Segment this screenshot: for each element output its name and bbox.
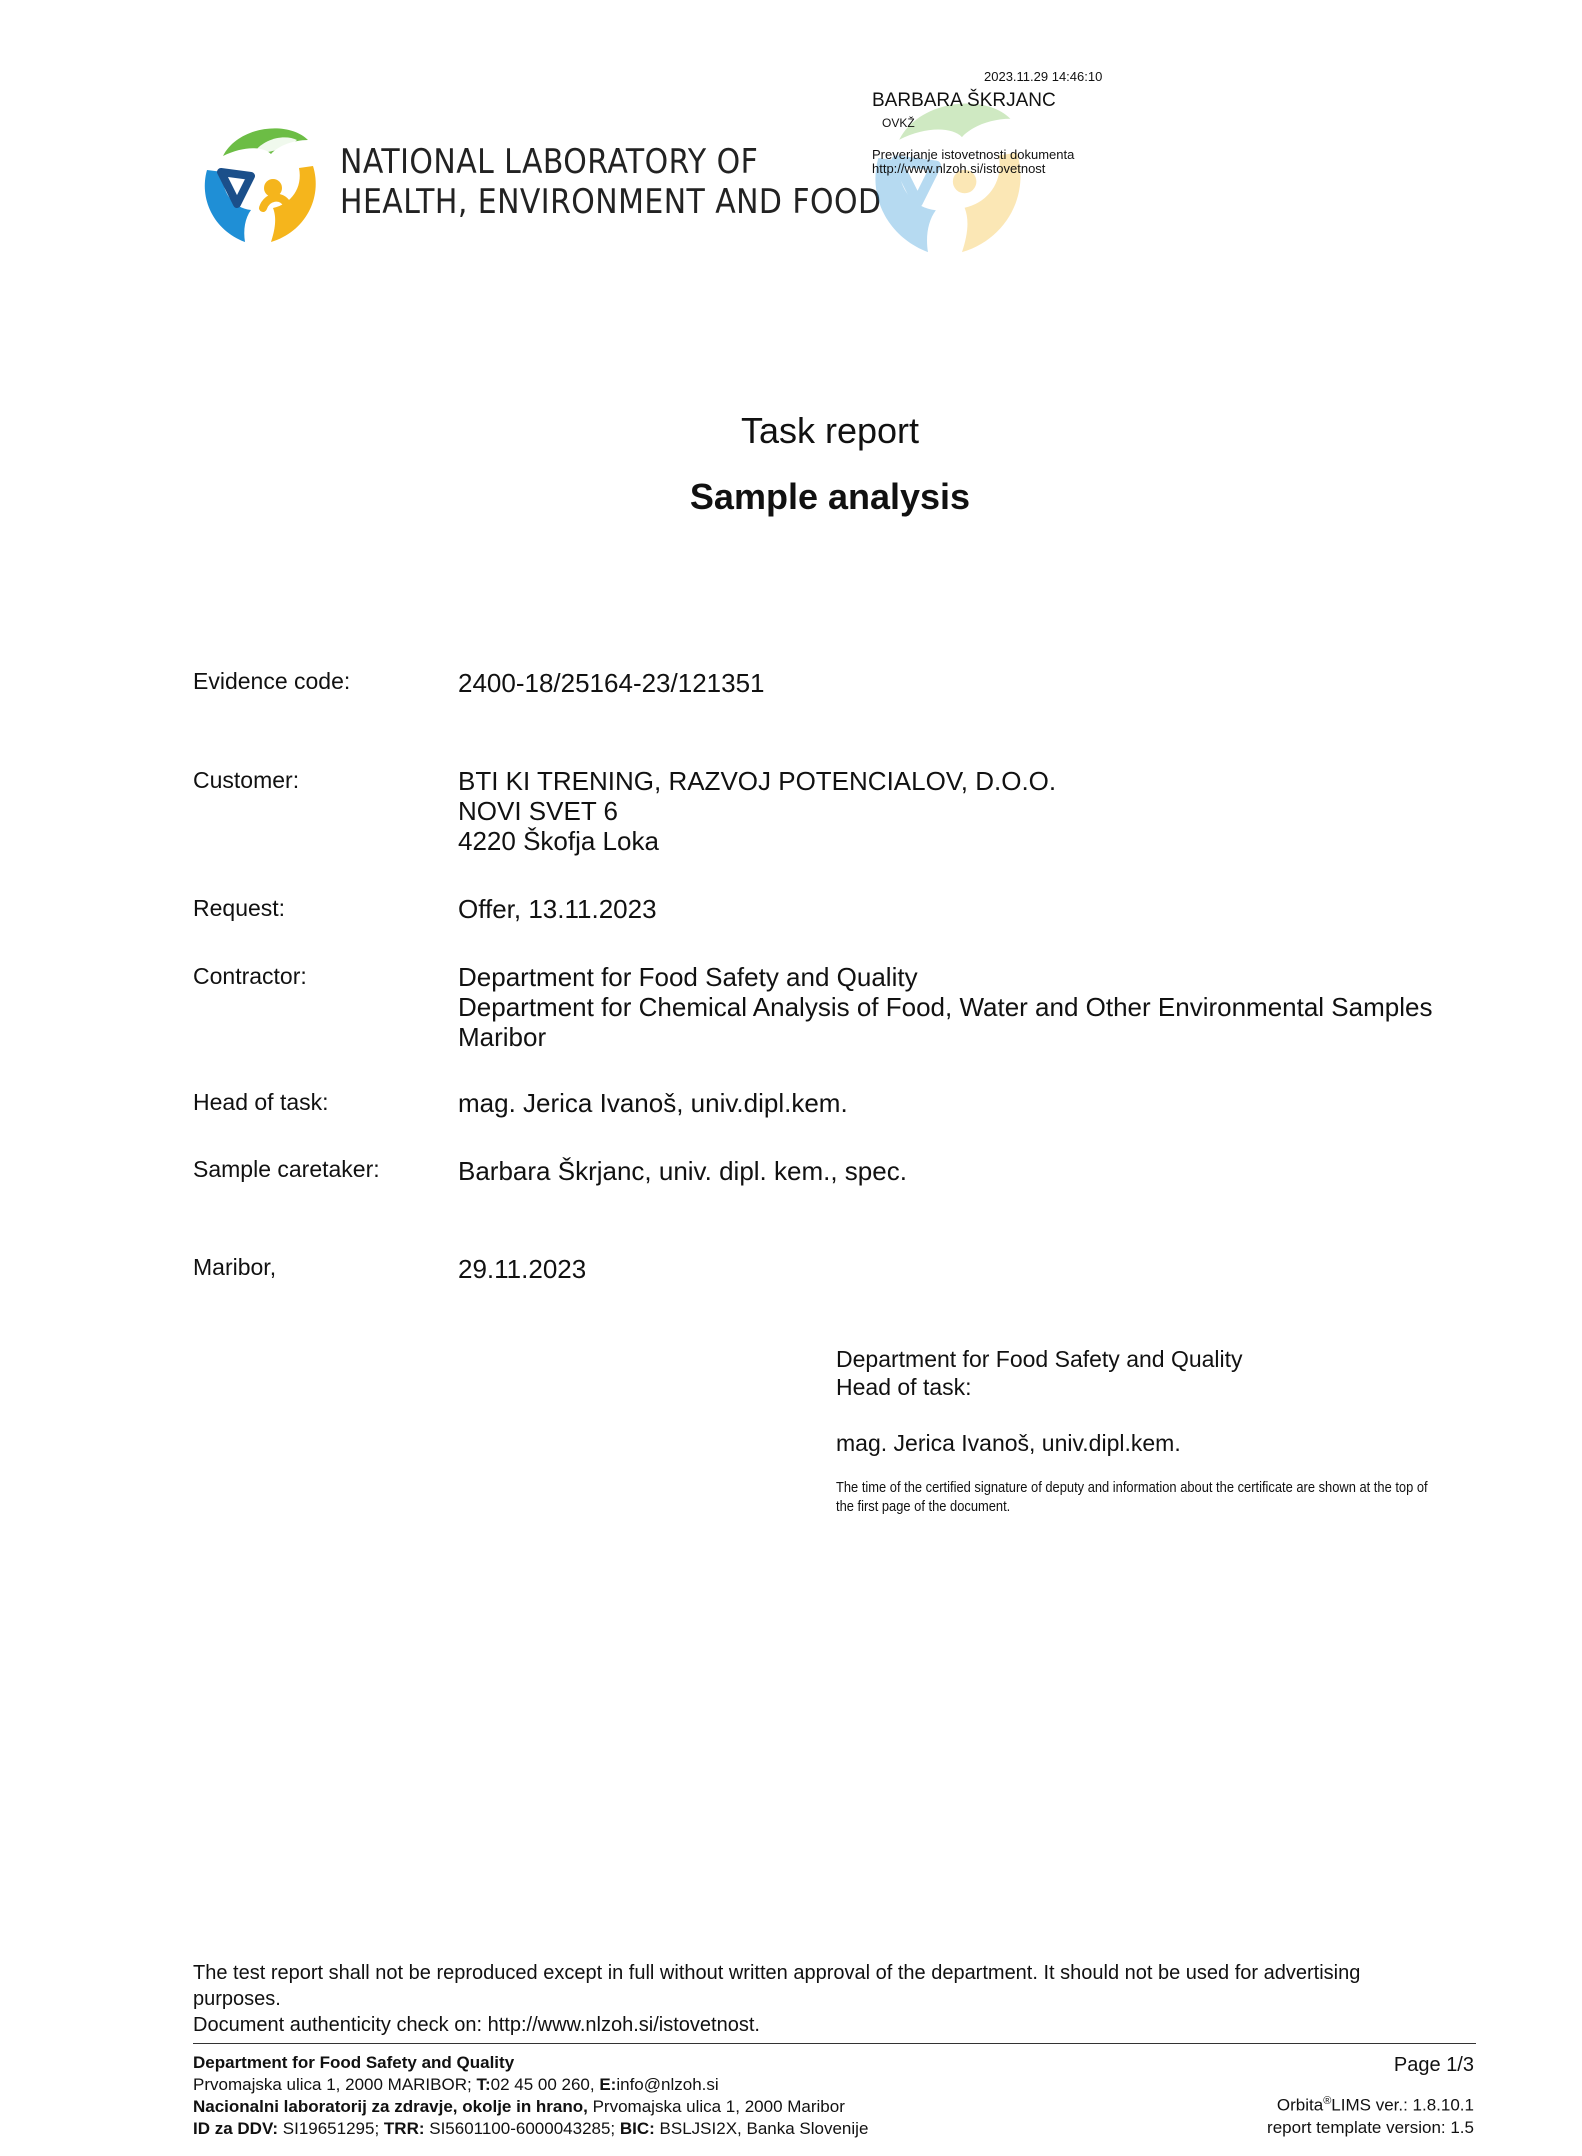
lims-version: LIMS ver.: 1.8.10.1 bbox=[1331, 2095, 1474, 2115]
sample-caretaker-label: Sample caretaker: bbox=[193, 1156, 380, 1182]
customer-street: NOVI SVET 6 bbox=[458, 796, 618, 826]
footer-address: Prvomajska ulica 1, 2000 MARIBOR; bbox=[193, 2075, 477, 2094]
signature-role: Head of task: bbox=[836, 1374, 972, 1400]
signer-name: BARBARA ŠKRJANC bbox=[872, 90, 1056, 111]
signature-department: Department for Food Safety and Quality bbox=[836, 1346, 1243, 1372]
signature-note: The time of the certified signature of deputy and information about the certificate are shown at the top of the first page of the document. bbox=[836, 1479, 1428, 1515]
customer-value bbox=[458, 766, 1056, 856]
contractor-subdepartment: Department for Chemical Analysis of Food, Water and Other Environmental Samples bbox=[458, 992, 1433, 1022]
footer-disclaimer bbox=[193, 1960, 1493, 2038]
vat-label: ID za DDV: bbox=[193, 2119, 279, 2138]
customer-label: Customer: bbox=[193, 767, 300, 793]
signature-timestamp: 2023.11.29 14:46:10 bbox=[984, 69, 1103, 84]
tel-label: T: bbox=[476, 2075, 491, 2094]
place-label: Maribor, bbox=[193, 1254, 277, 1280]
footer-divider bbox=[193, 2043, 1476, 2044]
evidence-code-label: Evidence code: bbox=[193, 668, 351, 694]
customer-name: BTI KI TRENING, RAZVOJ POTENCIALOV, D.O.O. bbox=[458, 766, 1057, 796]
footer-department: Department for Food Safety and Quality bbox=[193, 2053, 515, 2072]
bic-label: BIC: bbox=[619, 2119, 655, 2138]
email-label: E: bbox=[599, 2075, 617, 2094]
evidence-code-value: 2400-18/25164-23/121351 bbox=[458, 668, 765, 698]
vat-value: SI19651295; bbox=[278, 2119, 384, 2138]
footer-contact bbox=[193, 2052, 868, 2140]
authenticity-check-text: Preverjanje istovetnosti dokumenta bbox=[872, 147, 1075, 162]
org-name-line-1: NATIONAL LABORATORY OF bbox=[340, 142, 759, 182]
contractor-location: Maribor bbox=[458, 1022, 547, 1052]
tel-value: 02 45 00 260, bbox=[490, 2075, 600, 2094]
report-date: 29.11.2023 bbox=[458, 1254, 587, 1284]
institute-address: Prvomajska ulica 1, 2000 Maribor bbox=[587, 2097, 845, 2116]
nlzoh-logo-icon bbox=[193, 118, 323, 248]
page-number: Page 1/3 bbox=[1393, 2054, 1474, 2076]
disclaimer-line-2: purposes. bbox=[193, 1988, 281, 2010]
report-subtitle: Sample analysis bbox=[689, 476, 971, 517]
contractor-label: Contractor: bbox=[193, 963, 307, 989]
trr-value: SI5601100-6000043285; bbox=[424, 2119, 620, 2138]
organization-name bbox=[340, 142, 881, 222]
authenticity-check-url[interactable]: http://www.nlzoh.si/istovetnost bbox=[872, 161, 1046, 176]
signature-name: mag. Jerica Ivanoš, univ.dipl.kem. bbox=[836, 1430, 1181, 1456]
request-label: Request: bbox=[193, 895, 286, 921]
signer-unit: OVKŽ bbox=[882, 116, 915, 130]
lims-version-block bbox=[1267, 2090, 1474, 2139]
template-version: report template version: 1.5 bbox=[1267, 2117, 1474, 2137]
authenticity-link[interactable]: Document authenticity check on: http://www.nlzoh.si/istovetnost. bbox=[193, 2014, 760, 2036]
institute-name: Nacionalni laboratorij za zdravje, okolje in hrano, bbox=[193, 2097, 588, 2116]
lims-prefix: Orbita bbox=[1276, 2095, 1324, 2115]
head-of-task-value: mag. Jerica Ivanoš, univ.dipl.kem. bbox=[458, 1088, 848, 1118]
request-value: Offer, 13.11.2023 bbox=[458, 894, 657, 924]
authenticity-check bbox=[872, 148, 1074, 176]
contractor-value bbox=[458, 962, 1432, 1052]
contractor-department: Department for Food Safety and Quality bbox=[458, 962, 918, 992]
org-name-line-2: HEALTH, ENVIRONMENT AND FOOD bbox=[340, 182, 882, 222]
sample-caretaker-value: Barbara Škrjanc, univ. dipl. kem., spec. bbox=[458, 1156, 907, 1186]
email-value[interactable]: info@nlzoh.si bbox=[616, 2075, 719, 2094]
customer-city: 4220 Škofja Loka bbox=[458, 826, 659, 856]
trr-label: TRR: bbox=[383, 2119, 425, 2138]
registered-mark: ® bbox=[1323, 2095, 1332, 2107]
bic-value: BSLJSI2X, Banka Slovenije bbox=[654, 2119, 869, 2138]
report-title: Task report bbox=[740, 410, 920, 451]
disclaimer-line-1: The test report shall not be reproduced except in full without written approval of the department. It should not be used for advertising bbox=[193, 1962, 1361, 1984]
head-of-task-label: Head of task: bbox=[193, 1089, 329, 1115]
